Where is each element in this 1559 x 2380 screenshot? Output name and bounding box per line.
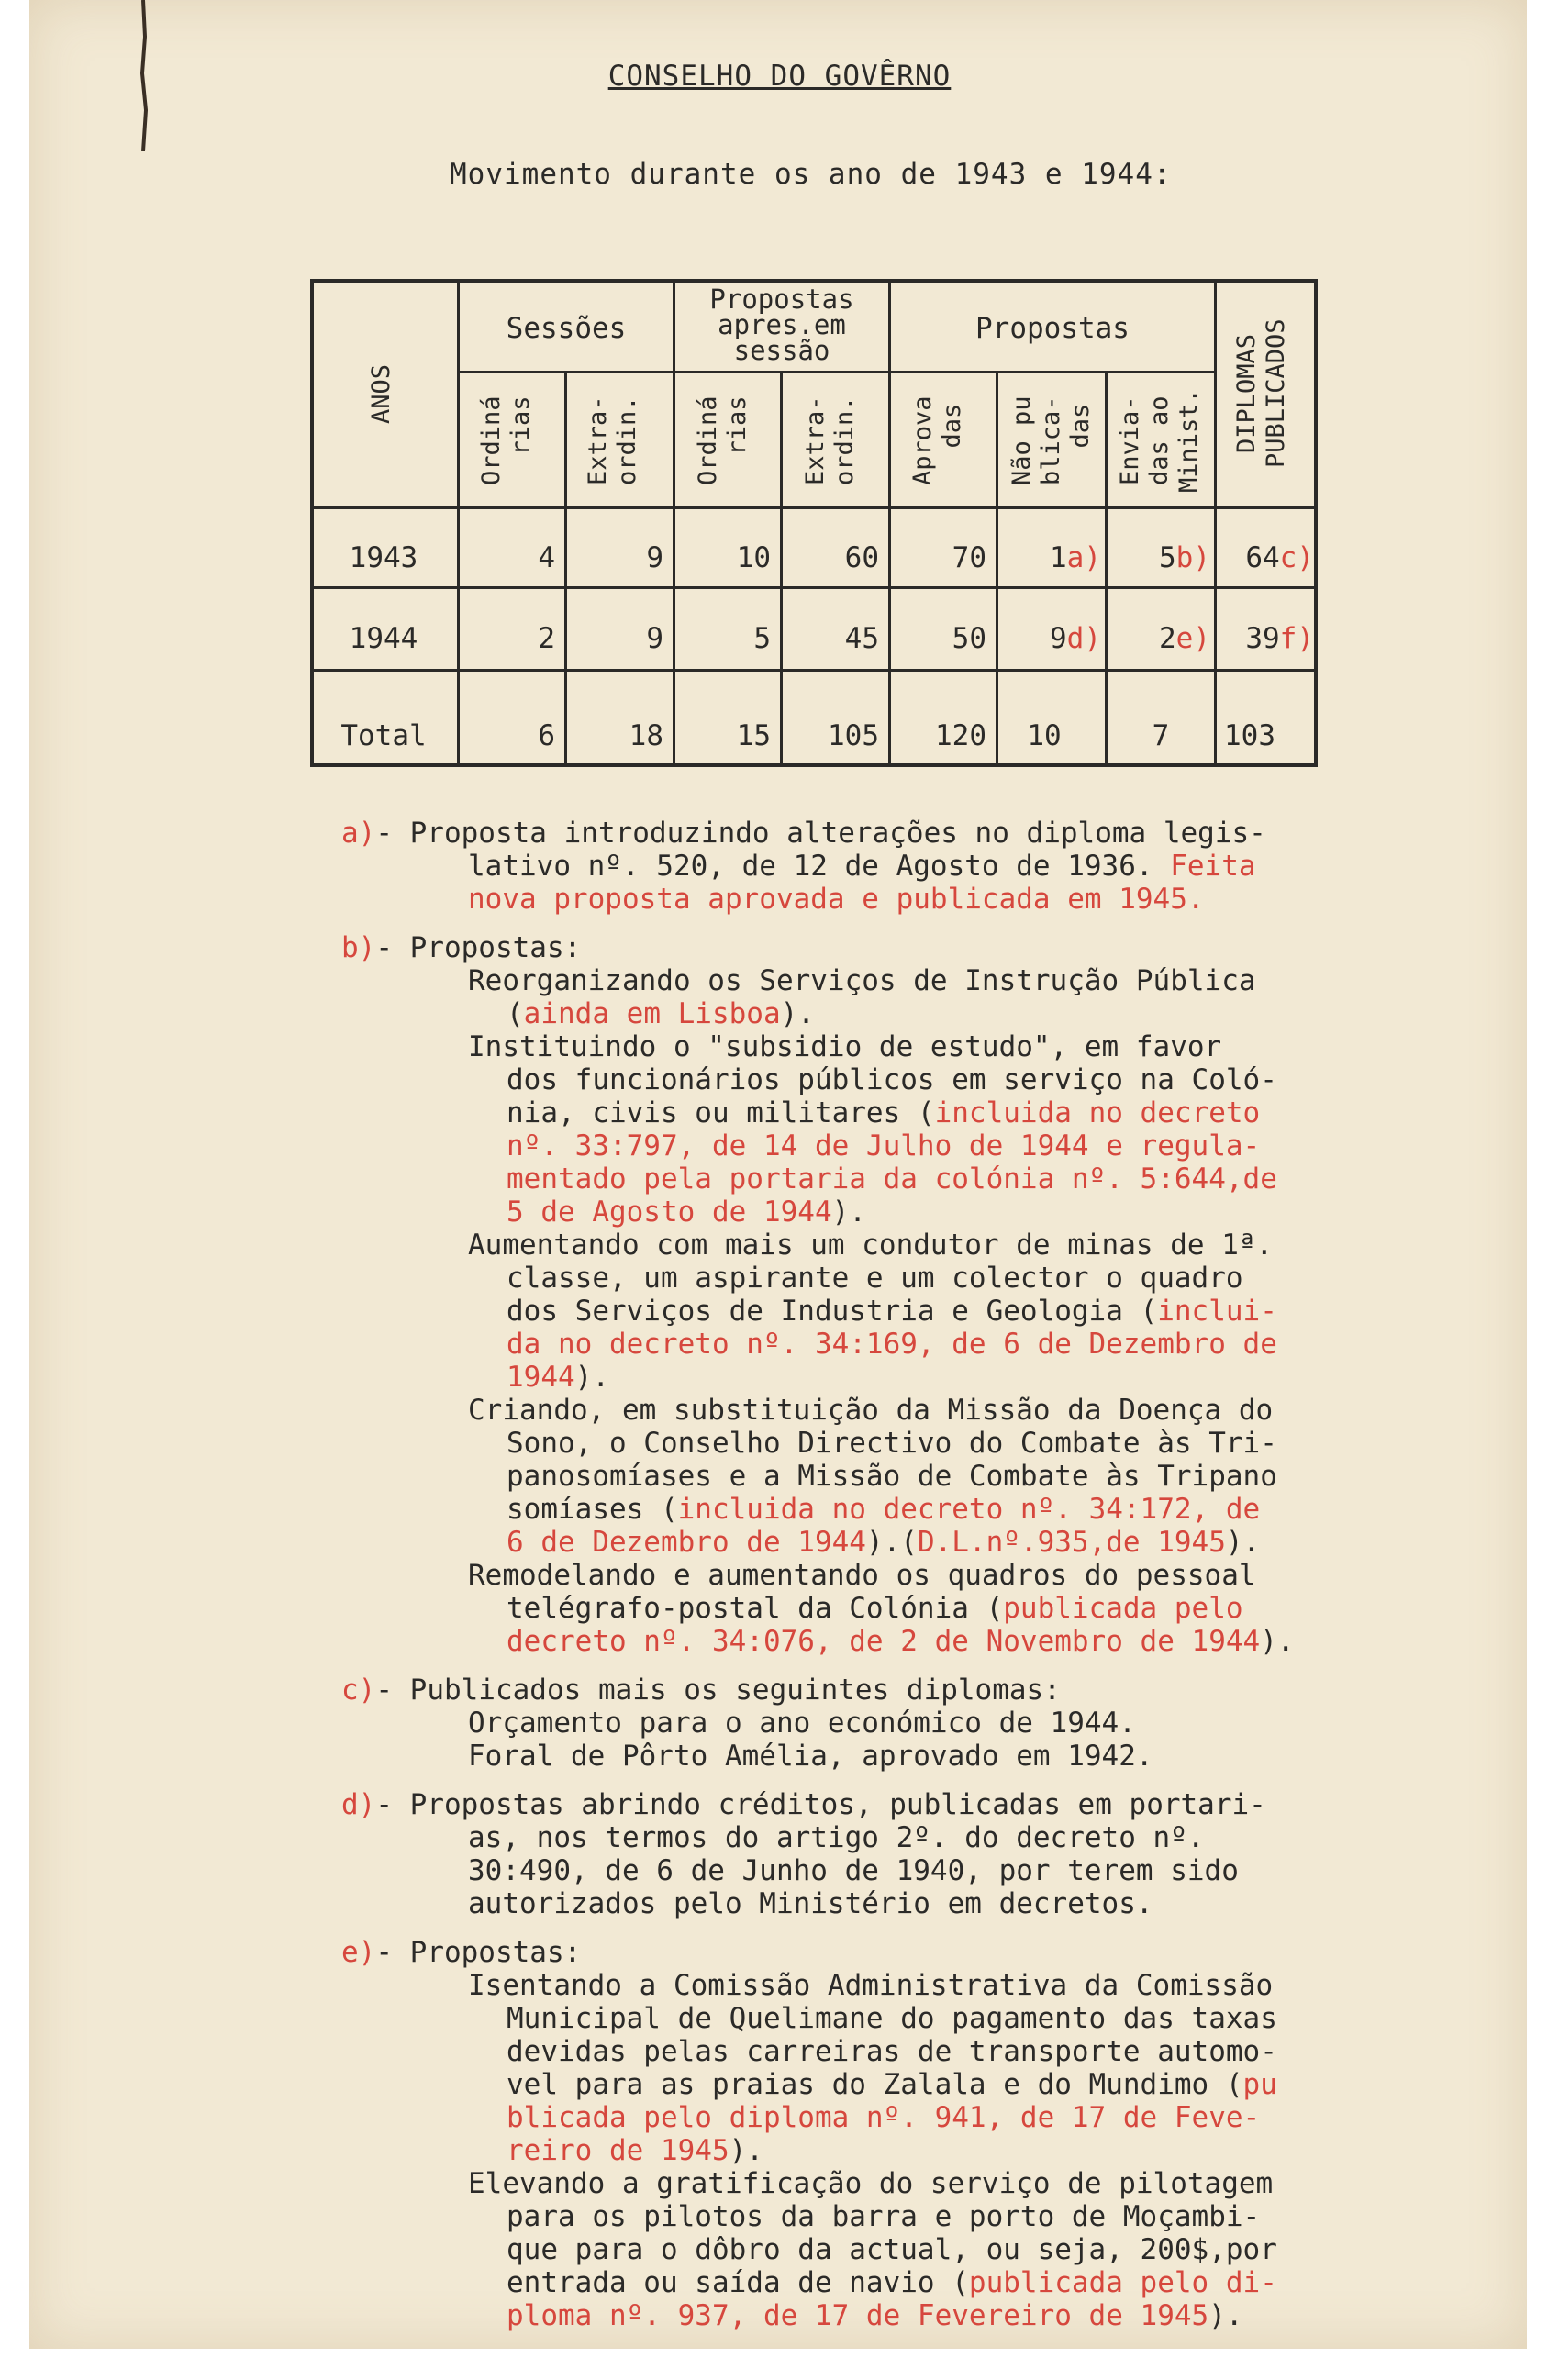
total-prop-ord: 15 xyxy=(736,719,771,752)
note-a xyxy=(341,817,1332,916)
note-b-p1b-open: ( xyxy=(507,997,524,1030)
note-c-l2: Foral de Pôrto Amélia, aprovado em 1942. xyxy=(468,1740,1153,1773)
row-1944-prop-extra: 45 xyxy=(844,622,879,655)
note-ref-e: e) xyxy=(1175,622,1210,655)
note-e-text: - Propostas: xyxy=(375,1936,582,1969)
note-ref-f: f) xyxy=(1279,622,1314,655)
row-1943-ano: 1943 xyxy=(349,541,418,574)
note-e-p1e-red: blicada pelo diploma nº. 941, de 17 de Feve- xyxy=(507,2101,1261,2134)
note-a-label: a) xyxy=(341,817,376,850)
row-1943-nao-pub-value: 1 xyxy=(1050,541,1067,574)
note-c-label: c) xyxy=(341,1674,376,1707)
table-rule xyxy=(457,371,1214,373)
row-1944-aprovadas: 50 xyxy=(952,622,986,655)
note-b-p4c: panosomíases e a Missão de Combate às Tripano xyxy=(507,1460,1277,1493)
note-b-p2e-red: mentado pela portaria da colónia nº. 5:644,de xyxy=(507,1162,1277,1196)
note-b-p3b: classe, um aspirante e um colector o quadro xyxy=(507,1262,1243,1295)
table-rule xyxy=(310,669,1318,672)
sub-header-extra-ordin-2: Extra- ordin. xyxy=(801,395,859,485)
note-a-text: - Proposta introduzindo alterações no diploma legis- xyxy=(375,817,1266,850)
row-1944-enviadas xyxy=(1108,622,1214,655)
note-b-p5c-close: ). xyxy=(1260,1625,1295,1658)
sub-header-aprovadas: Aprova das xyxy=(908,395,966,485)
note-c-text: - Publicados mais os seguintes diplomas: xyxy=(375,1674,1061,1707)
note-b-p3d-red: da no decreto nº. 34:169, de 6 de Dezembro de xyxy=(507,1328,1277,1361)
note-e-label: e) xyxy=(341,1936,376,1969)
note-ref-c: c) xyxy=(1279,541,1314,574)
row-1943-aprovadas: 70 xyxy=(952,541,986,574)
summary-table xyxy=(310,279,1318,767)
sub-header-extra-ordin: Extra- ordin. xyxy=(584,395,641,485)
total-diplomas: 103 xyxy=(1224,719,1275,752)
note-e-p2e-close: ). xyxy=(1208,2299,1243,2332)
note-a-line2: lativo nº. 520, de 12 de Agosto de 1936. xyxy=(468,850,1153,883)
header-propostas: Propostas xyxy=(975,312,1130,345)
sub-header-enviadas: Envia- das ao Minist. xyxy=(1116,388,1203,493)
row-1944-sess-ord: 2 xyxy=(538,622,555,655)
note-b-p2f-close: ). xyxy=(831,1196,866,1229)
header-sessoes: Sessões xyxy=(506,312,627,345)
total-label: Total xyxy=(340,719,427,752)
note-d xyxy=(341,1788,1332,1920)
row-1943-enviadas-value: 5 xyxy=(1159,541,1176,574)
row-1943-nao-pub xyxy=(998,541,1105,574)
note-e-p1b: Municipal de Quelimane do pagamento das taxas xyxy=(507,2002,1277,2035)
row-1943-sess-ord: 4 xyxy=(538,541,555,574)
header-diplomas: DIPLOMAS PUBLICADOS xyxy=(1232,318,1290,469)
note-d-l4: autorizados pelo Ministério em decretos. xyxy=(468,1887,1153,1920)
row-1943-diplomas xyxy=(1217,541,1318,574)
note-d-l2: as, nos termos do artigo 2º. do decreto nº. xyxy=(468,1821,1205,1854)
note-e-p1f-red: reiro de 1945 xyxy=(507,2134,729,2167)
total-aprovadas: 120 xyxy=(935,719,986,752)
note-e-p1a: Isentando a Comissão Administrativa da Comissão xyxy=(468,1969,1274,2002)
header-propostas-apres-line2: apres.em xyxy=(718,309,846,340)
total-prop-extra: 105 xyxy=(828,719,879,752)
table-rule xyxy=(888,279,891,767)
note-d-label: d) xyxy=(341,1788,376,1821)
note-e-p2c: que para o dôbro da actual, ou seja, 200$,por xyxy=(507,2233,1277,2266)
document-subtitle: Movimento durante os ano de 1943 e 1944: xyxy=(450,158,1172,191)
row-1944-enviadas-value: 2 xyxy=(1159,622,1176,655)
note-b-p2a: Instituindo o "subsidio de estudo", em favor xyxy=(468,1030,1222,1063)
note-e-p2a: Elevando a gratificação do serviço de pilotagem xyxy=(468,2167,1274,2200)
note-b-p4a: Criando, em substituição da Missão da Doença do xyxy=(468,1394,1274,1427)
table-rule xyxy=(1214,279,1217,767)
note-a-red2: Feita xyxy=(1153,850,1256,883)
row-1944-ano: 1944 xyxy=(349,622,418,655)
header-propostas-apres xyxy=(675,284,888,366)
row-1944-prop-ord: 5 xyxy=(753,622,771,655)
note-b-p2f-red: 5 de Agosto de 1944 xyxy=(507,1196,832,1229)
footnotes xyxy=(341,817,1332,2348)
row-1944-nao-pub xyxy=(998,622,1105,655)
row-1944-sess-extra: 9 xyxy=(646,622,663,655)
note-b-p2c-red: incluida no decreto xyxy=(934,1096,1261,1129)
note-b-p2c: nia, civis ou militares ( xyxy=(507,1096,935,1129)
row-1943-sess-extra: 9 xyxy=(646,541,663,574)
note-ref-d: d) xyxy=(1066,622,1101,655)
note-c xyxy=(341,1674,1332,1773)
sub-header-ordinarias-2: Ordiná rias xyxy=(694,395,752,485)
note-b-p4b: Sono, o Conselho Directivo do Combate às Tri- xyxy=(507,1427,1277,1460)
note-a-red3: nova proposta aprovada e publicada em 1945. xyxy=(468,883,1205,916)
note-b-text: - Propostas: xyxy=(375,931,582,964)
total-sess-extra: 18 xyxy=(629,719,663,752)
note-e-p2d: entrada ou saída de navio ( xyxy=(507,2266,969,2299)
note-b-p4e-red2: D.L.nº.935,de 1945 xyxy=(917,1526,1226,1559)
note-b-p4e-close: ). xyxy=(1225,1526,1261,1559)
table-rule xyxy=(310,506,1318,509)
row-1943-prop-ord: 10 xyxy=(736,541,771,574)
note-b-p2b: dos funcionários públicos em serviço na Coló- xyxy=(507,1063,1277,1096)
note-b-p3c: dos Serviços de Industria e Geologia ( xyxy=(507,1295,1158,1328)
total-sess-ord: 6 xyxy=(538,719,555,752)
header-propostas-apres-line1: Propostas xyxy=(709,284,854,315)
note-e-p1d: vel para as praias do Zalala e do Mundimo ( xyxy=(507,2068,1243,2101)
row-1943-enviadas xyxy=(1108,541,1214,574)
note-b-p4d-red: incluida no decreto nº. 34:172, de xyxy=(677,1493,1261,1526)
note-b-p3e-close: ). xyxy=(574,1361,609,1394)
note-b-p1b-red: ainda em Lisboa xyxy=(523,997,781,1030)
table-rule xyxy=(457,279,460,767)
note-b-p3a: Aumentando com mais um condutor de minas de 1ª. xyxy=(468,1229,1274,1262)
row-1943-prop-extra: 60 xyxy=(844,541,879,574)
note-e-p1d-red: pu xyxy=(1242,2068,1277,2101)
note-d-l3: 30:490, de 6 de Junho de 1940, por terem sido xyxy=(468,1854,1239,1887)
note-b-p4e-mid: ).( xyxy=(865,1526,918,1559)
note-e-p2e-red: ploma nº. 937, de 17 de Fevereiro de 1945 xyxy=(507,2299,1209,2332)
row-1944-diplomas xyxy=(1217,622,1318,655)
row-1943-diplomas-value: 64 xyxy=(1245,541,1280,574)
note-b-p3e-red: 1944 xyxy=(507,1361,575,1394)
note-e-p1f-close: ). xyxy=(729,2134,763,2167)
note-b-p1: Reorganizando os Serviços de Instrução Pública xyxy=(468,964,1256,997)
note-b-p3c-red: inclui- xyxy=(1157,1295,1277,1328)
document-title: CONSELHO DO GOVÊRNO xyxy=(607,60,952,93)
note-e xyxy=(341,1936,1332,2332)
note-b-label: b) xyxy=(341,931,376,964)
note-e-p2b: para os pilotos da barra e porto de Moçambi- xyxy=(507,2200,1261,2233)
note-b-p1b-close: ). xyxy=(780,997,815,1030)
note-b-p5a: Remodelando e aumentando os quadros do pessoal xyxy=(468,1559,1256,1592)
header-propostas-apres-line3: sessão xyxy=(733,335,830,366)
note-b-p5c-red: decreto nº. 34:076, de 2 de Novembro de 1944 xyxy=(507,1625,1261,1658)
note-b-p5b-red: publicada pelo xyxy=(1003,1592,1243,1625)
note-b-p4e-red: 6 de Dezembro de 1944 xyxy=(507,1526,866,1559)
note-e-p1c: devidas pelas carreiras de transporte automo- xyxy=(507,2035,1277,2068)
note-d-text: - Propostas abrindo créditos, publicadas em portari- xyxy=(375,1788,1266,1821)
note-ref-a: a) xyxy=(1066,541,1101,574)
total-nao-pub: 10 xyxy=(1027,719,1062,752)
note-b xyxy=(341,931,1332,1658)
header-anos: ANOS xyxy=(367,363,395,424)
note-ref-b: b) xyxy=(1175,541,1210,574)
row-1944-diplomas-value: 39 xyxy=(1245,622,1280,655)
sub-header-ordinarias: Ordiná rias xyxy=(477,395,535,485)
sub-header-nao-publicadas: Não pu blica- das xyxy=(1008,395,1095,485)
note-e-p2d-red: publicada pelo di- xyxy=(968,2266,1277,2299)
note-c-l1: Orçamento para o ano económico de 1944. xyxy=(468,1707,1136,1740)
total-enviadas: 7 xyxy=(1152,719,1170,752)
table-rule xyxy=(310,586,1318,589)
note-b-p5b: telégrafo-postal da Colónia ( xyxy=(507,1592,1004,1625)
note-b-p2d-red: nº. 33:797, de 14 de Julho de 1944 e regula- xyxy=(507,1129,1261,1162)
row-1944-nao-pub-value: 9 xyxy=(1050,622,1067,655)
note-b-p4d: somíases ( xyxy=(507,1493,678,1526)
